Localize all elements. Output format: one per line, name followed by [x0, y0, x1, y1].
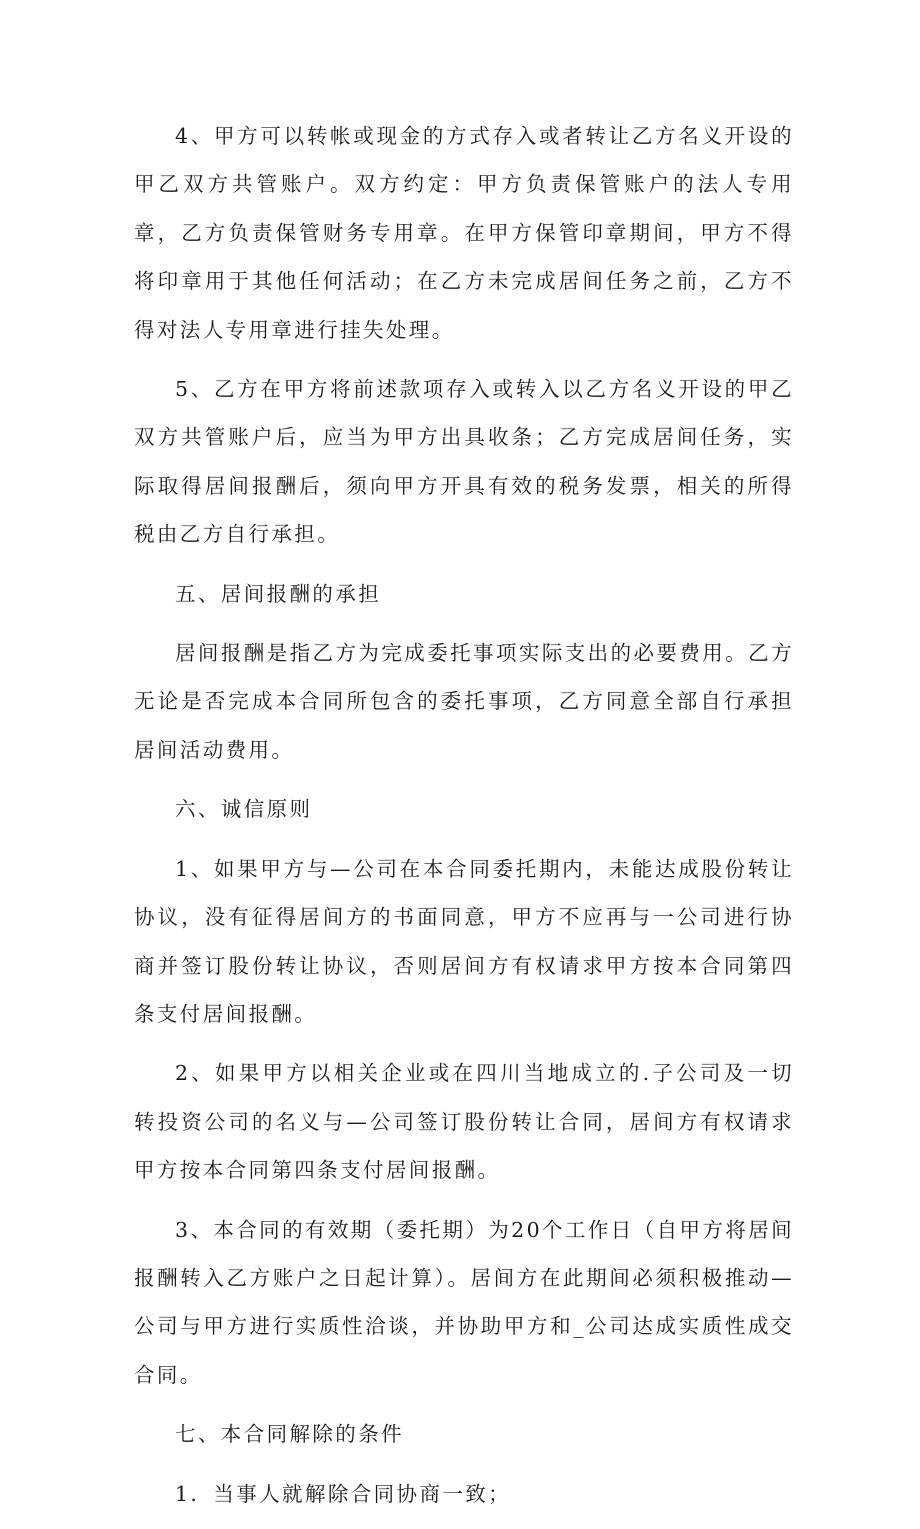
paragraph-integrity-1: 1、如果甲方与—公司在本合同委托期内，未能达成股份转让协议，没有征得居间方的书面同意，甲方不应再与一公司进行协商并签订股份转让协议，否则居间方有权请求甲方按本合同第四条支付居间报酬。	[134, 856, 794, 1026]
paragraph-clause-5: 5、乙方在甲方将前述款项存入或转入以乙方名义开设的甲乙双方共管账户后，应当为甲方出具收条；乙方完成居间任务，实际取得居间报酬后，须向甲方开具有效的税务发票，相关的所得税由乙方自行承担。	[134, 377, 794, 547]
document-body	[134, 112, 794, 1529]
paragraph-integrity-2: 2、如果甲方以相关企业或在四川当地成立的.子公司及一切转投资公司的名义与—公司签订股份转让合同，居间方有权请求甲方按本合同第四条支付居间报酬。	[134, 1061, 794, 1183]
paragraph-integrity-3: 3、本合同的有效期（委托期）为20个工作日（自甲方将居间报酬转入乙方账户之日起计算）。居间方在此期间必须积极推动—公司与甲方进行实质性洽谈，并协助甲方和_公司达成实质性成交合同。	[134, 1217, 794, 1387]
paragraph-clause-4: 4、甲方可以转帐或现金的方式存入或者转让乙方名义开设的甲乙双方共管账户。双方约定：甲方负责保管账户的法人专用章，乙方负责保管财务专用章。在甲方保管印章期间，甲方不得将印章用于其他任何活动；在乙方未完成居间任务之前，乙方不得对法人专用章进行挂失处理。	[134, 124, 794, 342]
section-heading-7: 七、本合同解除的条件	[175, 1422, 404, 1447]
paragraph-commission-definition: 居间报酬是指乙方为完成委托事项实际支出的必要费用。乙方无论是否完成本合同所包含的委托事项，乙方同意全部自行承担居间活动费用。	[134, 641, 794, 762]
section-heading-5: 五、居间报酬的承担	[175, 581, 382, 606]
paragraph-termination-1: 1．当事人就解除合同协商一致；	[175, 1481, 512, 1506]
section-heading-6: 六、诚信原则	[175, 797, 313, 822]
